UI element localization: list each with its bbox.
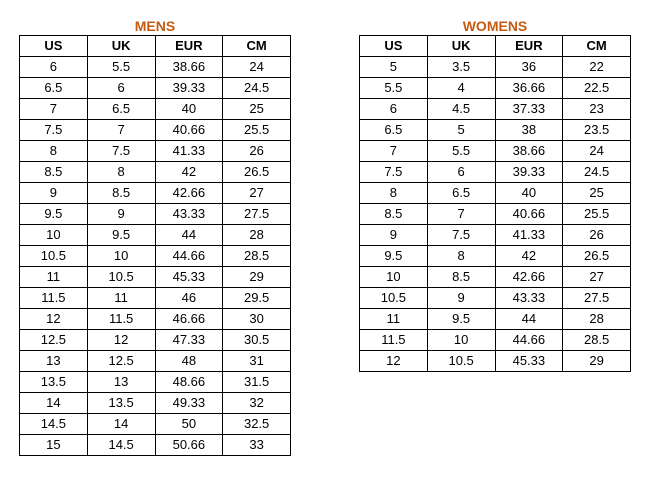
- cell-us: 11.5: [20, 288, 88, 309]
- cell-eur: 42: [495, 246, 563, 267]
- cell-uk: 6.5: [427, 183, 495, 204]
- cell-us: 7: [360, 141, 428, 162]
- cell-uk: 12: [87, 330, 155, 351]
- table-row: [360, 204, 631, 225]
- cell-eur: 42.66: [495, 267, 563, 288]
- cell-uk: 8.5: [427, 267, 495, 288]
- table-row: [20, 183, 291, 204]
- cell-us: 8: [360, 183, 428, 204]
- cell-cm: 31.5: [223, 372, 291, 393]
- cell-uk: 13.5: [87, 393, 155, 414]
- cell-uk: 11: [87, 288, 155, 309]
- cell-us: 5: [360, 57, 428, 78]
- cell-us: 8.5: [360, 204, 428, 225]
- cell-us: 15: [20, 435, 88, 456]
- cell-us: 7: [20, 99, 88, 120]
- cell-eur: 50.66: [155, 435, 223, 456]
- column-header-uk: UK: [87, 36, 155, 57]
- cell-eur: 36: [495, 57, 563, 78]
- cell-us: 6: [360, 99, 428, 120]
- cell-us: 11: [360, 309, 428, 330]
- cell-uk: 3.5: [427, 57, 495, 78]
- mens-header-row: [20, 36, 291, 57]
- cell-cm: 25: [223, 99, 291, 120]
- table-row: [20, 330, 291, 351]
- column-header-cm: CM: [223, 36, 291, 57]
- cell-eur: 39.33: [155, 78, 223, 99]
- table-row: [20, 99, 291, 120]
- cell-eur: 41.33: [495, 225, 563, 246]
- cell-eur: 39.33: [495, 162, 563, 183]
- table-row: [360, 120, 631, 141]
- cell-cm: 22: [563, 57, 631, 78]
- cell-uk: 8: [427, 246, 495, 267]
- womens-header-row: [360, 36, 631, 57]
- womens-title: WOMENS: [462, 18, 528, 34]
- table-row: [20, 120, 291, 141]
- cell-cm: 24.5: [563, 162, 631, 183]
- cell-uk: 14: [87, 414, 155, 435]
- table-row: [360, 330, 631, 351]
- cell-eur: 42: [155, 162, 223, 183]
- cell-uk: 13: [87, 372, 155, 393]
- table-row: [360, 351, 631, 372]
- cell-cm: 30: [223, 309, 291, 330]
- cell-us: 6.5: [360, 120, 428, 141]
- cell-eur: 38.66: [495, 141, 563, 162]
- cell-us: 13.5: [20, 372, 88, 393]
- cell-uk: 10.5: [427, 351, 495, 372]
- table-row: [360, 141, 631, 162]
- mens-table-body: [20, 57, 291, 456]
- cell-cm: 27: [563, 267, 631, 288]
- table-row: [360, 309, 631, 330]
- cell-us: 12: [20, 309, 88, 330]
- cell-cm: 26.5: [563, 246, 631, 267]
- cell-us: 9: [360, 225, 428, 246]
- cell-eur: 46: [155, 288, 223, 309]
- cell-us: 9: [20, 183, 88, 204]
- cell-cm: 25: [563, 183, 631, 204]
- column-header-us: US: [360, 36, 428, 57]
- cell-cm: 26: [563, 225, 631, 246]
- column-header-cm: CM: [563, 36, 631, 57]
- cell-eur: 36.66: [495, 78, 563, 99]
- table-row: [20, 204, 291, 225]
- cell-uk: 7: [87, 120, 155, 141]
- cell-cm: 32: [223, 393, 291, 414]
- column-header-eur: EUR: [495, 36, 563, 57]
- table-row: [360, 99, 631, 120]
- cell-eur: 44.66: [155, 246, 223, 267]
- cell-eur: 40.66: [155, 120, 223, 141]
- cell-cm: 29.5: [223, 288, 291, 309]
- cell-cm: 28: [563, 309, 631, 330]
- cell-us: 10.5: [360, 288, 428, 309]
- cell-us: 11: [20, 267, 88, 288]
- table-row: [20, 309, 291, 330]
- cell-uk: 14.5: [87, 435, 155, 456]
- cell-eur: 40.66: [495, 204, 563, 225]
- cell-us: 5.5: [360, 78, 428, 99]
- cell-eur: 44.66: [495, 330, 563, 351]
- cell-eur: 45.33: [155, 267, 223, 288]
- cell-eur: 37.33: [495, 99, 563, 120]
- cell-eur: 48: [155, 351, 223, 372]
- table-row: [360, 267, 631, 288]
- cell-cm: 29: [223, 267, 291, 288]
- table-row: [20, 78, 291, 99]
- cell-cm: 24.5: [223, 78, 291, 99]
- cell-eur: 38.66: [155, 57, 223, 78]
- table-row: [20, 351, 291, 372]
- cell-cm: 27.5: [223, 204, 291, 225]
- cell-cm: 25.5: [563, 204, 631, 225]
- cell-eur: 40: [155, 99, 223, 120]
- cell-us: 10: [20, 225, 88, 246]
- table-row: [360, 288, 631, 309]
- cell-cm: 28.5: [223, 246, 291, 267]
- cell-cm: 24: [563, 141, 631, 162]
- cell-cm: 22.5: [563, 78, 631, 99]
- cell-us: 6.5: [20, 78, 88, 99]
- cell-cm: 23.5: [563, 120, 631, 141]
- cell-uk: 5.5: [87, 57, 155, 78]
- table-row: [360, 246, 631, 267]
- table-row: [20, 246, 291, 267]
- cell-uk: 12.5: [87, 351, 155, 372]
- cell-eur: 40: [495, 183, 563, 204]
- cell-us: 10.5: [20, 246, 88, 267]
- table-row: [20, 267, 291, 288]
- cell-us: 10: [360, 267, 428, 288]
- table-row: [20, 162, 291, 183]
- cell-uk: 7: [427, 204, 495, 225]
- cell-eur: 38: [495, 120, 563, 141]
- cell-eur: 41.33: [155, 141, 223, 162]
- cell-us: 7.5: [20, 120, 88, 141]
- cell-cm: 29: [563, 351, 631, 372]
- cell-us: 8: [20, 141, 88, 162]
- cell-eur: 47.33: [155, 330, 223, 351]
- cell-cm: 28: [223, 225, 291, 246]
- cell-uk: 9.5: [87, 225, 155, 246]
- cell-us: 9.5: [20, 204, 88, 225]
- cell-cm: 23: [563, 99, 631, 120]
- cell-eur: 44: [155, 225, 223, 246]
- cell-uk: 7.5: [87, 141, 155, 162]
- cell-cm: 30.5: [223, 330, 291, 351]
- cell-eur: 48.66: [155, 372, 223, 393]
- cell-us: 9.5: [360, 246, 428, 267]
- table-row: [20, 57, 291, 78]
- cell-cm: 28.5: [563, 330, 631, 351]
- cell-eur: 49.33: [155, 393, 223, 414]
- cell-uk: 6: [427, 162, 495, 183]
- cell-eur: 43.33: [155, 204, 223, 225]
- table-row: [20, 435, 291, 456]
- cell-cm: 27: [223, 183, 291, 204]
- cell-cm: 25.5: [223, 120, 291, 141]
- cell-eur: 50: [155, 414, 223, 435]
- cell-us: 7.5: [360, 162, 428, 183]
- cell-eur: 46.66: [155, 309, 223, 330]
- cell-us: 6: [20, 57, 88, 78]
- cell-uk: 4: [427, 78, 495, 99]
- cell-us: 8.5: [20, 162, 88, 183]
- table-row: [360, 183, 631, 204]
- cell-uk: 8: [87, 162, 155, 183]
- column-header-eur: EUR: [155, 36, 223, 57]
- cell-eur: 43.33: [495, 288, 563, 309]
- mens-size-table: [19, 35, 291, 456]
- cell-uk: 6: [87, 78, 155, 99]
- cell-us: 12: [360, 351, 428, 372]
- cell-uk: 10: [427, 330, 495, 351]
- cell-cm: 33: [223, 435, 291, 456]
- table-row: [20, 141, 291, 162]
- cell-cm: 26.5: [223, 162, 291, 183]
- table-row: [20, 414, 291, 435]
- cell-cm: 31: [223, 351, 291, 372]
- cell-cm: 24: [223, 57, 291, 78]
- cell-eur: 44: [495, 309, 563, 330]
- table-row: [20, 393, 291, 414]
- column-header-us: US: [20, 36, 88, 57]
- cell-eur: 42.66: [155, 183, 223, 204]
- table-row: [360, 162, 631, 183]
- cell-uk: 9: [427, 288, 495, 309]
- mens-title: MENS: [134, 18, 176, 34]
- table-row: [20, 225, 291, 246]
- womens-size-table: [359, 35, 631, 372]
- cell-cm: 32.5: [223, 414, 291, 435]
- cell-uk: 10.5: [87, 267, 155, 288]
- column-header-uk: UK: [427, 36, 495, 57]
- cell-uk: 9.5: [427, 309, 495, 330]
- cell-eur: 45.33: [495, 351, 563, 372]
- table-row: [20, 372, 291, 393]
- cell-us: 12.5: [20, 330, 88, 351]
- cell-us: 13: [20, 351, 88, 372]
- cell-cm: 27.5: [563, 288, 631, 309]
- cell-uk: 5: [427, 120, 495, 141]
- cell-cm: 26: [223, 141, 291, 162]
- cell-us: 11.5: [360, 330, 428, 351]
- cell-uk: 11.5: [87, 309, 155, 330]
- table-row: [360, 225, 631, 246]
- cell-uk: 10: [87, 246, 155, 267]
- table-row: [360, 57, 631, 78]
- cell-uk: 9: [87, 204, 155, 225]
- cell-us: 14: [20, 393, 88, 414]
- womens-table-body: [360, 57, 631, 372]
- cell-us: 14.5: [20, 414, 88, 435]
- cell-uk: 6.5: [87, 99, 155, 120]
- table-row: [360, 78, 631, 99]
- cell-uk: 8.5: [87, 183, 155, 204]
- table-row: [20, 288, 291, 309]
- cell-uk: 5.5: [427, 141, 495, 162]
- cell-uk: 7.5: [427, 225, 495, 246]
- cell-uk: 4.5: [427, 99, 495, 120]
